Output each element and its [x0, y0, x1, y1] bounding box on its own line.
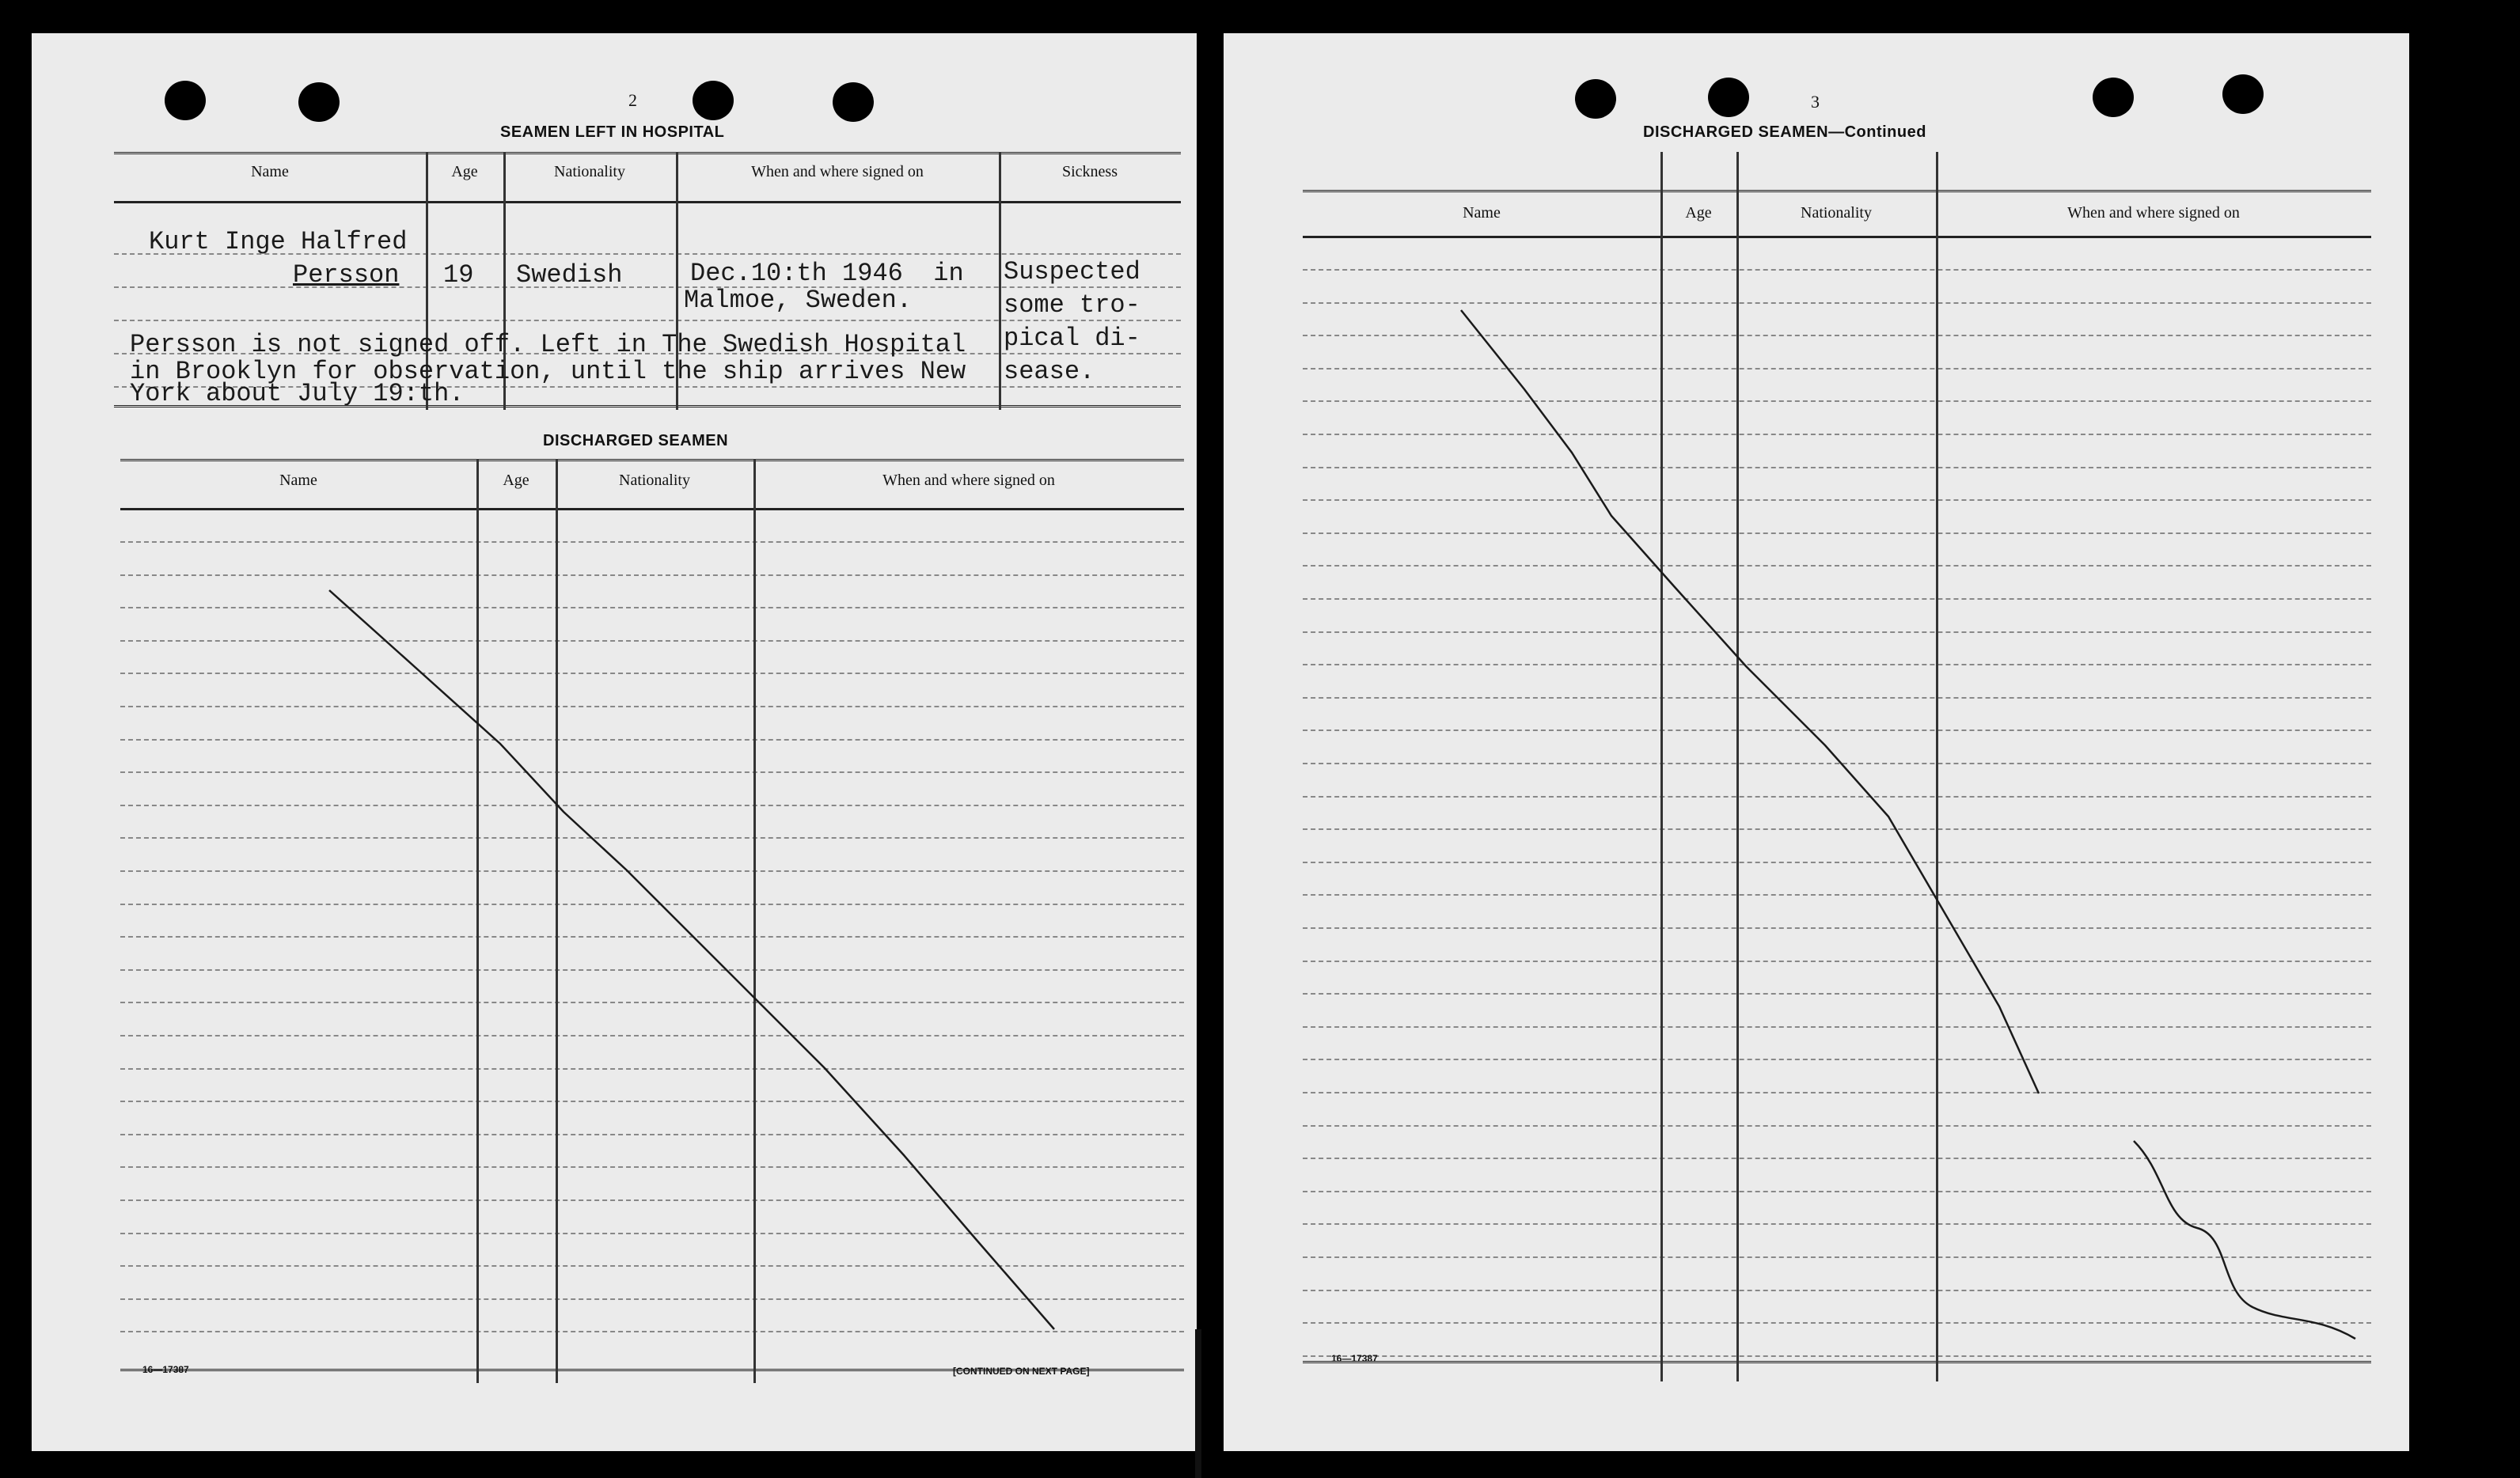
- table-rule: [114, 320, 1181, 321]
- table-rule: [120, 1331, 1184, 1332]
- table-rule: [1303, 1322, 2371, 1324]
- table-rule: [120, 936, 1184, 938]
- seaman-name-line2: Persson: [293, 260, 400, 290]
- punch-hole: [165, 81, 206, 120]
- signed-on-line1: Dec.10:th 1946 in: [690, 259, 964, 288]
- hospital-section-title: SEAMEN LEFT IN HOSPITAL: [500, 123, 725, 141]
- table-rule: [1303, 1290, 2371, 1291]
- section-title-suffix: —Continued: [1828, 123, 1926, 141]
- table-rule: [120, 870, 1184, 872]
- right-page: [1224, 33, 2409, 1451]
- column-header-signed-on: When and where signed on: [751, 163, 924, 180]
- discharged-continued-title: [1643, 123, 1926, 142]
- table-rule: [120, 1265, 1184, 1267]
- table-rule: [1303, 269, 2371, 271]
- table-rule: [1303, 335, 2371, 336]
- remark-line: in Brooklyn for observation, until the ship arrives New: [130, 357, 966, 386]
- table-rule: [1303, 236, 2371, 238]
- table-rule: [1303, 467, 2371, 468]
- table-rule: [120, 706, 1184, 707]
- discharged-table: [120, 459, 1184, 1383]
- table-rule: [1303, 927, 2371, 929]
- table-rule: [1303, 302, 2371, 304]
- table-rule: [120, 541, 1184, 543]
- punch-hole: [298, 82, 340, 122]
- seaman-name-line1: Kurt Inge Halfred: [149, 227, 408, 256]
- table-rule: [1303, 1191, 2371, 1192]
- table-rule: [1303, 368, 2371, 370]
- table-rule: [1303, 1355, 2371, 1357]
- remark-line: Persson is not signed off. Left in The Swedish Hospital: [130, 330, 966, 359]
- table-rule: [120, 574, 1184, 576]
- column-divider: [1936, 152, 1938, 1381]
- column-divider: [476, 459, 479, 1383]
- strike-through-line: [120, 459, 1184, 1383]
- seaman-age: 19: [443, 260, 474, 290]
- discharged-section-title: DISCHARGED SEAMEN: [543, 432, 729, 449]
- table-rule: [120, 459, 1184, 464]
- table-rule: [120, 607, 1184, 608]
- table-rule: [120, 1035, 1184, 1036]
- table-rule: [120, 640, 1184, 642]
- table-rule: [1303, 1125, 2371, 1127]
- table-rule: [120, 837, 1184, 839]
- column-header-name: Name: [1463, 204, 1501, 222]
- page-gutter: [1195, 1329, 1201, 1478]
- table-rule: [120, 1199, 1184, 1201]
- column-header-nationality: Nationality: [554, 163, 625, 180]
- left-page: [32, 33, 1197, 1451]
- column-divider: [999, 152, 1001, 410]
- form-number: 16—17387: [1331, 1353, 1378, 1364]
- table-rule: [114, 201, 1181, 203]
- column-divider: [1736, 152, 1739, 1381]
- table-rule: [114, 152, 1181, 157]
- sickness-line: sease.: [1004, 357, 1095, 386]
- page-number: 3: [1811, 92, 1820, 112]
- table-rule: [120, 1101, 1184, 1102]
- table-rule: [120, 1166, 1184, 1168]
- table-rule: [1303, 565, 2371, 567]
- table-rule: [1303, 1361, 2371, 1366]
- table-rule: [1303, 796, 2371, 798]
- table-rule: [1303, 190, 2371, 195]
- table-rule: [1303, 862, 2371, 863]
- table-rule: [1303, 894, 2371, 896]
- punch-hole: [2093, 78, 2134, 117]
- table-rule: [1303, 993, 2371, 995]
- table-rule: [1303, 1059, 2371, 1060]
- column-header-age: Age: [451, 163, 478, 180]
- table-rule: [1303, 961, 2371, 962]
- table-rule: [120, 1134, 1184, 1135]
- column-divider: [753, 459, 756, 1383]
- section-title-main: DISCHARGED SEAMEN: [1643, 123, 1829, 141]
- punch-hole: [833, 82, 874, 122]
- column-divider: [1660, 152, 1663, 1381]
- table-rule: [120, 771, 1184, 773]
- form-number: 16—17387: [142, 1364, 189, 1375]
- remark-line: York about July 19:th.: [130, 379, 465, 408]
- table-rule: [120, 969, 1184, 971]
- signed-on-line2: Malmoe, Sweden.: [684, 286, 913, 315]
- column-divider: [556, 459, 558, 1383]
- column-header-signed-on: When and where signed on: [882, 472, 1055, 489]
- continued-note: [CONTINUED ON NEXT PAGE]: [953, 1366, 1090, 1377]
- column-header-signed-on: When and where signed on: [2067, 204, 2240, 222]
- table-rule: [1303, 763, 2371, 764]
- column-header-nationality: Nationality: [619, 472, 690, 489]
- table-rule: [1303, 532, 2371, 534]
- table-rule: [1303, 400, 2371, 402]
- table-rule: [120, 508, 1184, 510]
- column-header-age: Age: [1685, 204, 1712, 222]
- column-header-name: Name: [251, 163, 289, 180]
- table-rule: [1303, 1026, 2371, 1028]
- discharged-table: [1303, 152, 2371, 1381]
- sickness-line: Suspected: [1004, 257, 1140, 286]
- column-header-nationality: Nationality: [1801, 204, 1872, 222]
- table-rule: [120, 1298, 1184, 1300]
- table-rule: [120, 1068, 1184, 1070]
- sickness-line: some tro-: [1004, 290, 1140, 320]
- table-rule: [1303, 664, 2371, 665]
- table-rule: [1303, 631, 2371, 633]
- table-rule: [114, 286, 1181, 288]
- table-rule: [1303, 730, 2371, 731]
- sickness-line: pical di-: [1004, 324, 1140, 353]
- table-rule: [120, 739, 1184, 741]
- table-rule: [1303, 1092, 2371, 1093]
- hospital-table: [114, 152, 1181, 410]
- table-rule: [120, 904, 1184, 905]
- table-rule: [1303, 434, 2371, 435]
- column-header-name: Name: [279, 472, 317, 489]
- table-rule: [1303, 828, 2371, 830]
- column-header-age: Age: [503, 472, 529, 489]
- punch-hole: [1575, 79, 1616, 119]
- table-rule: [1303, 499, 2371, 501]
- table-rule: [1303, 1158, 2371, 1159]
- table-rule: [120, 1002, 1184, 1003]
- table-rule: [120, 673, 1184, 674]
- punch-hole: [1708, 78, 1749, 117]
- punch-hole: [2222, 74, 2264, 114]
- seaman-nationality: Swedish: [516, 260, 623, 290]
- page-number: 2: [628, 90, 637, 110]
- table-rule: [1303, 697, 2371, 699]
- punch-hole: [693, 81, 734, 120]
- table-rule: [1303, 1223, 2371, 1225]
- column-header-sickness: Sickness: [1062, 163, 1118, 180]
- table-rule: [120, 805, 1184, 806]
- table-rule: [1303, 1256, 2371, 1258]
- table-rule: [1303, 598, 2371, 600]
- table-rule: [120, 1233, 1184, 1234]
